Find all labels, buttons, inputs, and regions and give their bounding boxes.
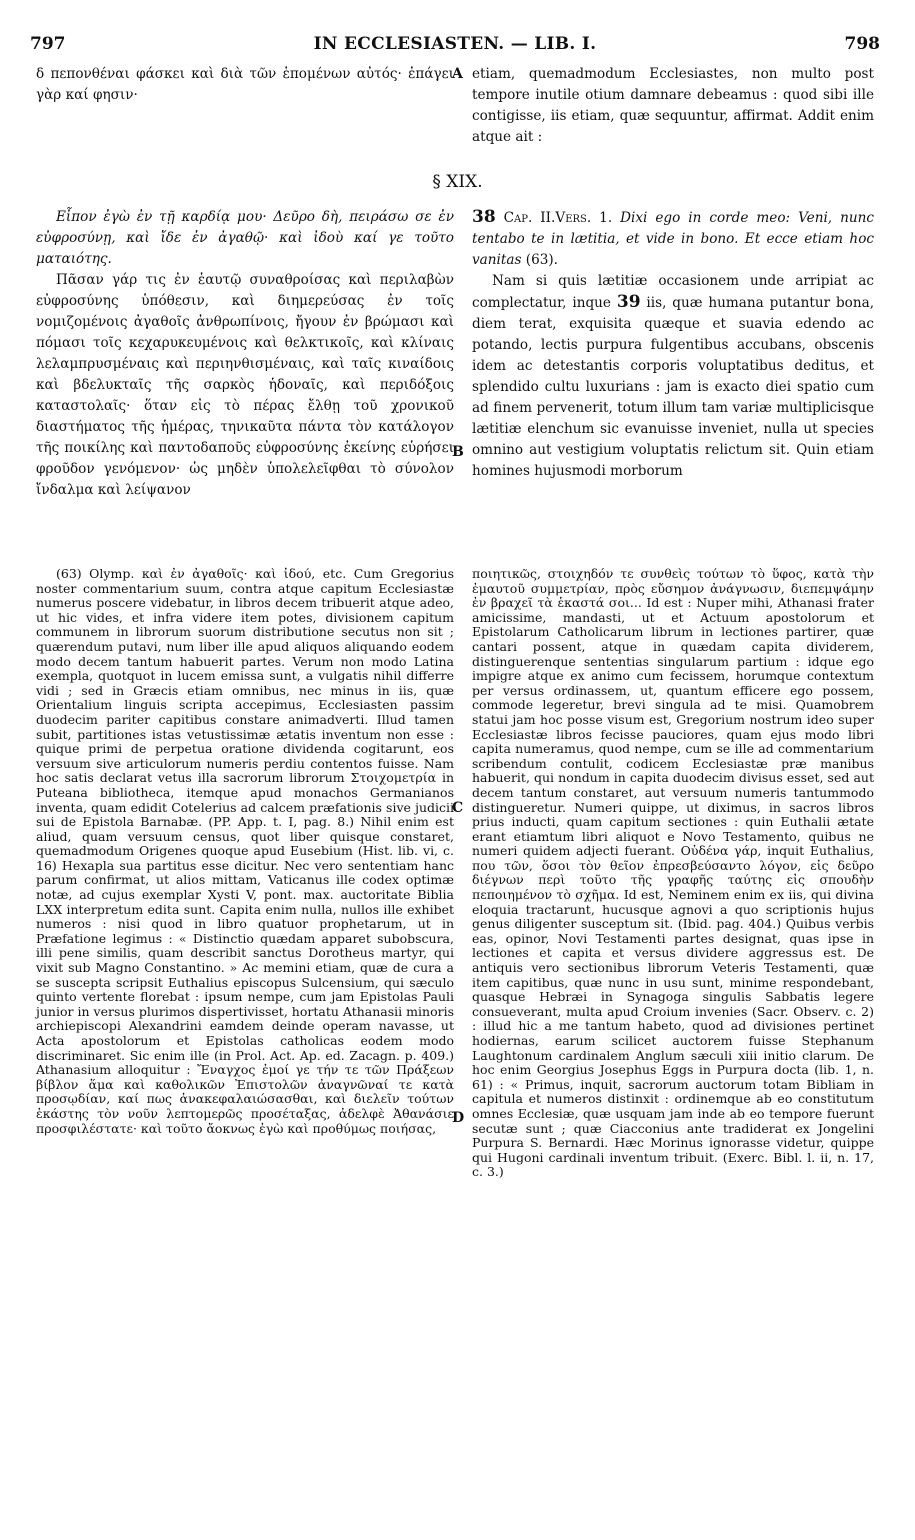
column-number-38: 38 [472, 207, 496, 227]
right-page-number: 798 [844, 34, 880, 54]
page-header [30, 34, 880, 56]
section-heading: § XIX. [432, 172, 483, 192]
left-page-number: 797 [30, 34, 66, 54]
latin-verse: Dixi ego in corde meo: Veni, nunc tentabo te in lætitia, et vide in bono. Et ecce etiam hoc vanitas [472, 210, 874, 268]
column-number-39: 39 [616, 292, 641, 312]
margin-marker-b: B [452, 444, 464, 460]
footnote-63-continued: ποιητικῶς, στοιχηδόν τε συνθεὶς τούτων τὸ ὕφος, κατὰ τὴν ἐμαυτοῦ συμμετρίαν, πρὸς εὔσημον ἀνάγνωσιν, διεπεμψάμην ἐν βραχεῖ τὰ ἑκαστά σοι... Id est : Nuper mihi, Athanasi frater amicissime, mandasti, ut et Actuum apostolorum et Epistolarum Catholicarum librum in lectiones partirer, quæ cantari possent, atque in quædam capita dividerem, distinguerenque sententias singularum partium : idque ego impigre atque ex animo cum fecissem, horumque contextum per versus ordinassem, ut, quantum efficere ego possem, commode legeretur, brevi singula ad te misi. Quamobrem statui jam hoc posse visum est, Gregorium nostrum ideo super Ecclesiastæ libros fecisse pauciores, quam ejus modo libri capita numeramus, quod nempe, cum se ille ad commentarium scribendum contulit, codicem Ecclesiastæ præ manibus habuerit, qui nondum in capita duodecim divisus esset, sed aut decem tantum constaret, aut versuum numeris tantummodo distingueretur. Numeri quippe, ut diximus, in sacros libros prius inducti, quam capitum sectiones : quin Euthalii ætate erant etiamtum libri aliquot e Novo Testamento, quibus ne numeri quidem adjecti fuerant. Οὐδένα γάρ, inquit Euthalius, που τῶν, ὅσοι τὸν θεῖον ἐπρεσβεύσαντο λόγον, εἰς δεῦρο διέγνων περὶ τοῦτο τῆς γραφῆς ταύτης εἰς σπουδὴν πεποιημένον τὸ σχῆμα. Id est, Neminem enim ex iis, qui divina eloquia tractarunt, hucusque agnovi a quo scriptionis hujus genus diligenter susceptum sit. (Ibid. pag. 404.) Quibus verbis eas, opinor, Novi Testamenti partes designat, quas ipse in lectiones et capita et versus dividere aggressus est. De antiquis vero sectionibus librorum Veteris Testamenti, quæ item capitibus, quæ nunc in usu sunt, minime respondebant, quasque Hebræi in Synagoga singulis Sabbatis legere consueverant, multa apud Croium invenies (Sacr. Observ. c. 2) : illud hic a me tantum habeto, quod ad divisiones pertinet hodiernas, earum scilicet auctorem fuisse Stephanum Laughtonum cardinalem Anglum sæculi xiii initio clarum. De hoc enim Georgius Josephus Eggs in Purpura docta (lib. 1, n. 61) : « Primus, inquit, sacrorum auctorum totam Bibliam in capitula et numeros distinxit : ordinemque ab eo constitutum omnes Ecclesiæ, quæ usquam jam inde ab eo tempore fuerunt secutæ sunt ; quæ Ciacconius ante tradiderat ex Jongelini Purpura S. Bernardi. Hæc Morinus ignorasse videtur, quippe qui Hugoni cardinali inventum tribuit. (Exerc. Bibl. l. ii, n. 17, c. 3.) [472, 566, 874, 1180]
footnote-63: (63) Olymp. καὶ ἐν ἀγαθοῖς· καὶ ἰδού, etc. Cum Gregorius noster commentarium suum, contra atque capitum Ecclesiastæ numerus poscere videbatur, in libros decem tribuerit atque adeo, ut hic vides, et infra videre item potes, divisionem capitum communem in librorum suorum distributione secutus non sit ; quærendum putavi, num liber ille apud aliquos aliquando eodem modo decem tantum habuerit partes. Verum non modo Latina exempla, quotquot in lucem emissa sunt, a vulgatis nihil differre vidi ; sed in Græcis etiam omnibus, nec minus in iis, quæ Orientalium linguis scripta accepimus, Ecclesiasten passim duodecim pariter capitibus constare animadverti. Illud tamen subit, partitiones istas vetustissimæ ætatis inventum non esse : quique primi de perpetua oratione dividenda cogitarunt, eos versuum sive articulorum numeris perdiu contentos fuisse. Nam hoc satis declarat vetus illa sacrorum librorum Στοιχομετρία in Puteana bibliotheca, itemque apud monachos Germanianos inventa, quam edidit Cotelerius ad calcem præfationis sive judicii sui de Epistola Barnabæ. (PP. App. t. I, pag. 8.) Nihil enim est aliud, quam versuum census, quot liber quisque constaret, quemadmodum Origenes quoque apud Eusebium (Hist. lib. vi, c. 16) Hexapla sua partitus esse dicitur. Nec vero sententiam hanc parum confirmat, ut alios mittam, Vaticanus ille codex optimæ notæ, ad cujus exemplar Xysti V, pont. max. auctoritate Biblia LXX interpretum edita sunt. Capita enim nulla, nullos ille exhibet numeros : nisi quod in libro quatuor prophetarum, ut in Præfatione legimus : « Distinctio quædam apparet subobscura, illi pene similis, quam describit sanctus Dorotheus martyr, qui vixit sub Magno Constantino. » Ac memini etiam, quæ de cura a se suscepta scripsit Euthalius episcopus Sulcensium, qui sæculo quinto vertente florebat : ipsum nempe, cum jam Epistolas Pauli junior in versus plurimos dispertivisset, hortatu Athanasii minoris archiepiscopi Alexandrini eamdem deinde operam navasse, ut Acta apostolorum et Epistolas catholicas eodem modo discriminaret. Sic enim ille (in Prol. Act. Ap. ed. Zacagn. p. 409.) Athanasium alloquitur : Ἔναγχος ἐμοί γε τήν τε τῶν Πράξεων βίβλον ἅμα καὶ καθολικῶν Ἐπιστολῶν ἀναγνῶναί τε κατὰ προσῳδίαν, καί πως ἀνακεφαλαιώσασθαι, καὶ διελεῖν τούτων ἑκάστης τὸν νοῦν λεπτομερῶς προσέταξας, ἀδελφὲ Ἀθανάσιε προσφιλέστατε· καὶ τοῦτο ἄοκνως ἐγὼ καὶ προθύμως ποιήσας, [36, 566, 454, 1136]
running-title: IN ECCLESIASTEN. — LIB. I. [313, 34, 597, 54]
greek-text-column [36, 207, 454, 501]
footnote-left-column [36, 567, 454, 1136]
latin-text-column [472, 207, 874, 482]
margin-marker-a: A [452, 66, 463, 82]
greek-verse: Εἶπον ἐγὼ ἐν τῇ καρδίᾳ μου· Δεῦρο δὴ, πειράσω σε ἐν εὐφροσύνῃ, καὶ ἴδε ἐν ἀγαθῷ· καὶ ἰδοὺ καί γε τοῦτο ματαιότης. [36, 209, 454, 267]
footnote-reference: (63). [525, 252, 558, 268]
footnote-right-column [472, 567, 874, 1180]
greek-commentary: Πᾶσαν γάρ τις ἐν ἑαυτῷ συναθροίσας καὶ περιλαβὼν εὐφροσύνης ὑπόθεσιν, καὶ διημερεύσας ἐν τοῖς νομιζομένοις ἀγαθοῖς ἀνθρωπίνοις, ἤγουν ἐν βρώμασι καὶ πόμασι τοῖς κεχαρυκευμένοις καὶ θελκτικοῖς, καὶ κλίναις λελαμπρυσμέναις καὶ περιηνθισμέναις, καὶ ταῖς κιναίδοις καὶ βδελυκταῖς τῆς σαρκὸς ἡδοναῖς, καὶ περιδόξοις καταστολαῖς· ὅταν εἰς τὸ πέρας ἔλθῃ τοῦ χρονικοῦ διαστήματος τῆς ἡμέρας, τηνικαῦτα πάντα τὸν κατάλογον τῆς ποικίλης καὶ παντοδαποῦς εὐφροσύνης ἐκείνης εὑρήσει φροῦδον γενόμενον· ὡς μηδὲν ὑπολελεῖφθαι τὸ σύνολον ἴνδαλμα καὶ λείψανον [36, 272, 454, 498]
latin-top-continuation: etiam, quemadmodum Ecclesiastes, non multo post tempore inutile otium damnare debeamus : quod sibi ille contigisse, iis etiam, quæ sequuntur, affirmat. Addit enim atque ait : [472, 66, 874, 145]
latin-paragraph-part1: Nam si quis lætitiæ occasionem unde arripiat ac complectatur, inque [472, 273, 874, 311]
margin-marker-d: D [452, 1110, 465, 1126]
margin-marker-c: C [452, 800, 464, 816]
latin-paragraph-part2: iis, quæ humana putantur bona, diem terat, exquisita quæque et suavia edendo ac potando, lectis purpura fulgentibus accubans, obscenis idem ac detestantis corporis voluptatibus deditus, et splendido cultu luxurians : jam is exacto diei spatio cum ad finem pervenerit, totum illum tam variæ multiplicisque lætitiæ elenchum sic evanuisse inveniet, nulla ut species omnino aut vestigium voluptatis relictum sit. Quin etiam homines hujusmodi morborum [472, 295, 875, 479]
greek-top-continuation: δ πεπονθέναι φάσκει καὶ διὰ τῶν ἑπομένων αὐτός· ἐπάγει γὰρ καί φησιν· [36, 66, 454, 103]
chapter-verse-label: Cap. II.Vers. 1. [503, 210, 613, 226]
